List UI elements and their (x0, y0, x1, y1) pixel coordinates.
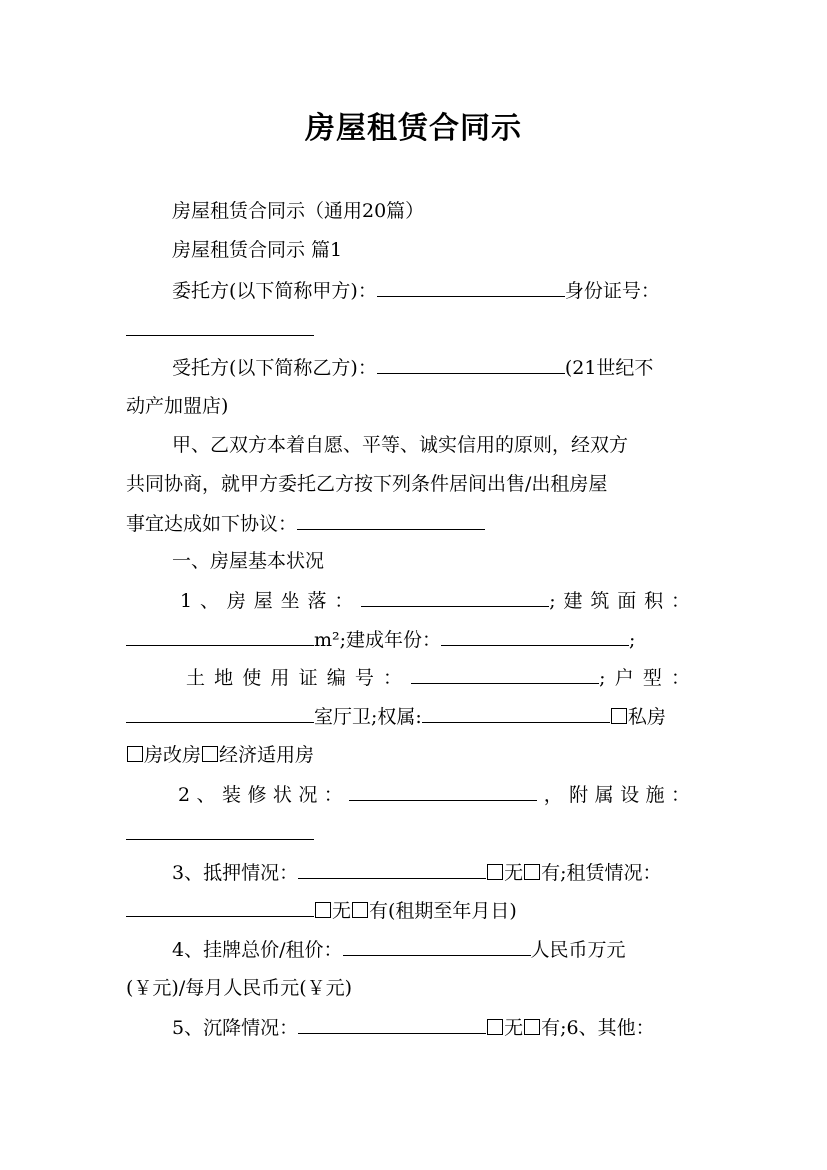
text: ; (629, 629, 636, 651)
text: 无 (504, 862, 524, 884)
text: 土地使用证编号： (186, 667, 412, 689)
text: 房屋租赁合同示（通用20篇） (172, 200, 425, 222)
text: 1、房屋坐落： (180, 590, 362, 612)
blank-field (349, 782, 537, 801)
blank-field (422, 704, 610, 723)
blank-field (126, 627, 314, 646)
settlement-line (172, 1015, 655, 1040)
text: 身份证号： (564, 280, 660, 302)
checkbox (487, 864, 503, 880)
text: ;户型： (599, 667, 690, 689)
area-line (126, 627, 635, 652)
facility-blank-line (126, 821, 314, 846)
text: 3、抵押情况： (172, 862, 299, 884)
checkbox (352, 902, 368, 918)
text: 无 (332, 900, 352, 922)
section-1-heading (172, 549, 324, 573)
decoration-line (178, 782, 690, 807)
agent-line (172, 355, 653, 380)
text: m²;建成年份： (314, 629, 442, 651)
ownership-line (126, 743, 314, 767)
text: 委托方(以下简称甲方)： (172, 280, 377, 302)
location-line (180, 588, 690, 613)
blank-field (377, 278, 565, 297)
blank-field (343, 937, 531, 956)
agent-line-cont (126, 394, 228, 418)
client-line (172, 278, 660, 303)
checkbox (202, 746, 218, 762)
checkbox (315, 902, 331, 918)
text: 房改房 (144, 744, 202, 766)
blank-field (361, 588, 549, 607)
text: 受托方(以下简称乙方)： (172, 357, 377, 379)
land-cert-line (186, 665, 690, 690)
blank-field (441, 627, 629, 646)
text: 有(租期至年月日) (369, 900, 517, 922)
price-line (172, 937, 626, 962)
text: 房屋租赁合同示 篇1 (172, 239, 343, 261)
layout-line (126, 704, 666, 729)
text: 共同协商，就甲方委托乙方按下列条件居间出售/出租房屋 (126, 473, 608, 495)
text: 有;6、其他： (541, 1017, 655, 1039)
text: 甲、乙双方本着自愿、平等、诚实信用的原则，经双方 (172, 434, 629, 456)
text: 5、沉降情况： (172, 1017, 299, 1039)
subtitle-line (172, 199, 424, 223)
text: 事宜达成如下协议： (126, 513, 298, 535)
blank-field (411, 665, 599, 684)
text: 4、挂牌总价/租价： (172, 939, 343, 961)
blank-field (297, 511, 485, 530)
blank-field (126, 704, 314, 723)
text: (21世纪不 (564, 357, 654, 379)
text: 室厅卫;权属: (314, 706, 422, 728)
text: 动产加盟店) (126, 395, 229, 417)
checkbox (524, 1019, 540, 1035)
checkbox (487, 1019, 503, 1035)
text: ，附属设施： (537, 784, 690, 806)
text: (￥元)/每月人民币元(￥元) (126, 977, 353, 999)
price-line-cont (126, 976, 352, 1000)
lease-line (126, 898, 517, 923)
text: 无 (504, 1017, 524, 1039)
checkbox (524, 864, 540, 880)
blank-field (126, 317, 314, 336)
text: 人民币万元 (530, 939, 626, 961)
blank-field (298, 860, 486, 879)
text: 2、装修状况： (178, 784, 350, 806)
blank-field (298, 1015, 486, 1034)
id-blank-line (126, 317, 314, 342)
document-title: 房屋租赁合同示 (305, 111, 522, 146)
blank-field (126, 821, 314, 840)
text: 私房 (627, 706, 666, 728)
text: 一、房屋基本状况 (172, 550, 325, 572)
section-heading (172, 238, 342, 262)
mortgage-line (172, 860, 662, 885)
blank-field (126, 898, 314, 917)
checkbox (127, 746, 143, 762)
blank-field (377, 355, 565, 374)
text: 有;租赁情况： (541, 862, 662, 884)
text: 经济适用房 (219, 744, 315, 766)
checkbox (611, 708, 627, 724)
intro-line-3 (126, 511, 485, 536)
intro-line-1 (172, 433, 628, 457)
intro-line-2 (126, 472, 607, 496)
text: ;建筑面积： (549, 590, 690, 612)
